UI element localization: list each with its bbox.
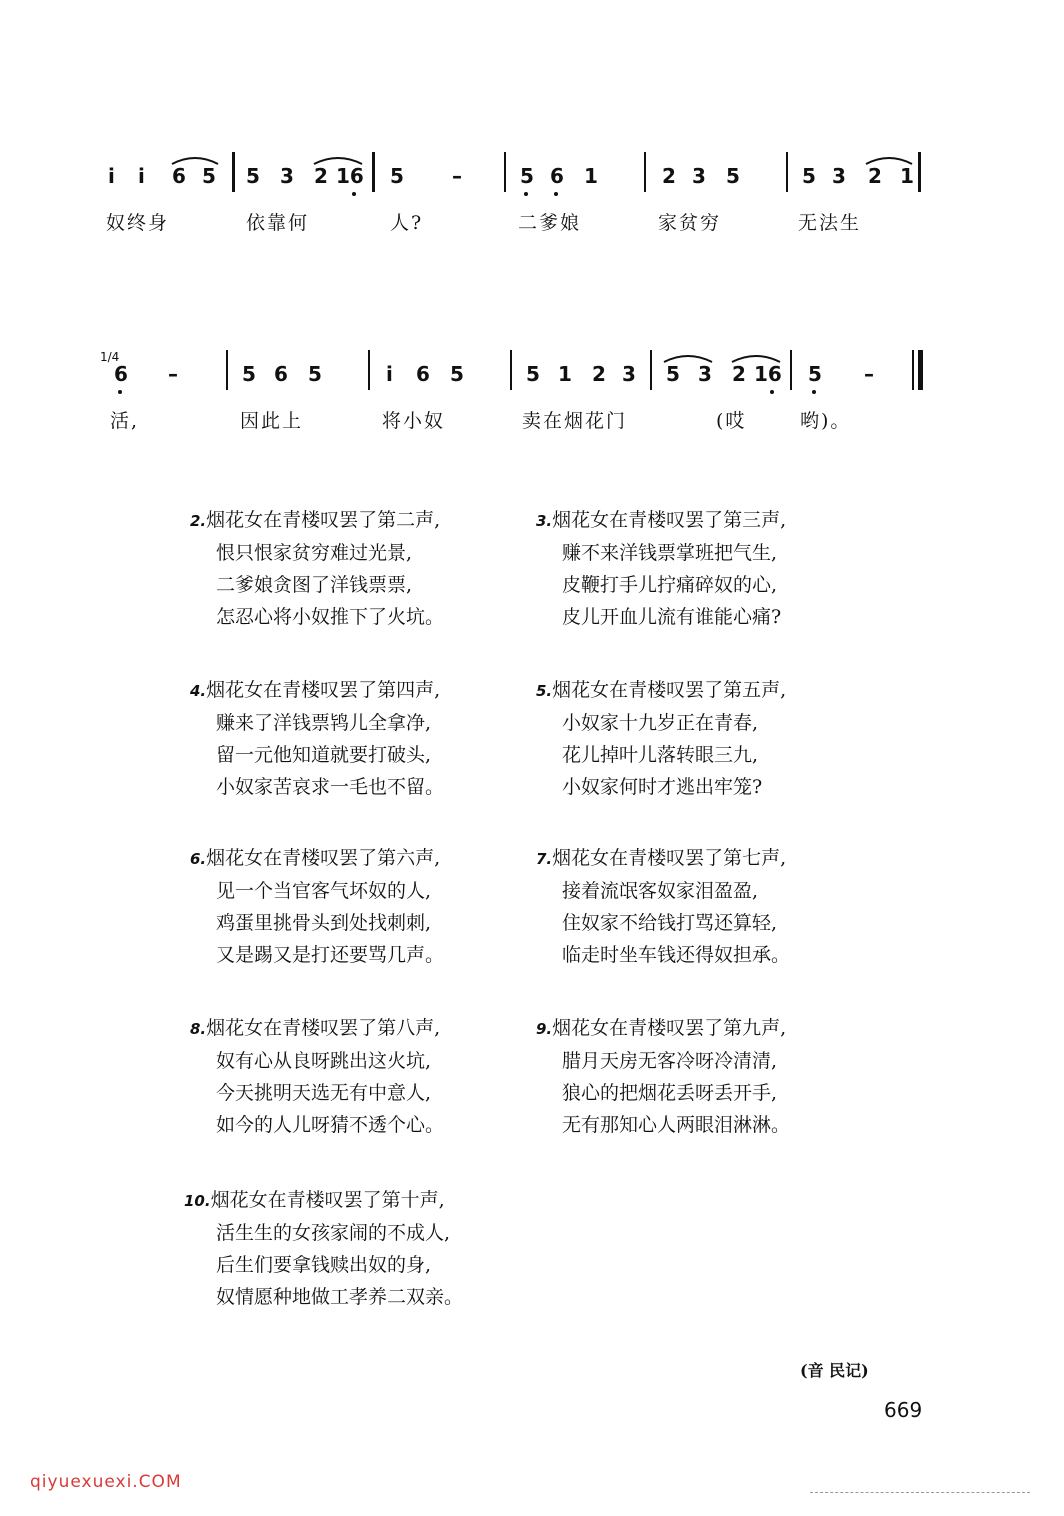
slur	[730, 350, 782, 364]
verse-line: 如今的人儿呀猜不透个心。	[216, 1114, 445, 1136]
verse-line: 烟花女在青楼叹罢了第四声,	[206, 679, 441, 701]
bar-line	[912, 350, 914, 390]
lyric: 哟)。	[800, 410, 852, 432]
note: 5	[808, 362, 822, 386]
note: –	[168, 362, 178, 386]
lyric: 奴终身	[106, 212, 170, 234]
verse-line: 今天挑明天选无有中意人,	[216, 1082, 432, 1104]
note: 5	[390, 164, 404, 188]
lyric: 无法生	[798, 212, 862, 234]
verse-8	[190, 1012, 444, 1141]
lyric: 卖在烟花门	[522, 410, 628, 432]
note: 6	[274, 362, 288, 386]
verse-line: 临走时坐车钱还得奴担承。	[562, 944, 791, 966]
page-number: 669	[884, 1398, 923, 1422]
note: 3	[832, 164, 846, 188]
verse-line: 见一个当官客气坏奴的人,	[216, 880, 432, 902]
verse-line: 烟花女在青楼叹罢了第五声,	[552, 679, 787, 701]
note: 6	[172, 164, 186, 188]
lyric: (哎	[716, 410, 747, 432]
note: 16	[754, 362, 782, 386]
note: 5	[450, 362, 464, 386]
lyric: 人?	[390, 212, 424, 234]
note: 5	[526, 362, 540, 386]
bar-line	[918, 152, 921, 192]
verse-line: 烟花女在青楼叹罢了第七声,	[552, 847, 787, 869]
lyric: 二爹娘	[518, 212, 582, 234]
verse-line: 后生们要拿钱赎出奴的身,	[216, 1254, 432, 1276]
verse-line: 又是踢又是打还要骂几声。	[216, 944, 445, 966]
verse-line: 皮鞭打手儿拧痛碎奴的心,	[562, 574, 778, 596]
dot-below	[352, 192, 356, 196]
bar-line	[510, 350, 512, 390]
note: 5	[246, 164, 260, 188]
verse-line: 接着流氓客奴家泪盈盈,	[562, 880, 759, 902]
bar-line	[504, 152, 506, 192]
note: 5	[308, 362, 322, 386]
verse-number: 6.	[190, 850, 207, 868]
note: i	[386, 362, 393, 386]
dot-below	[524, 192, 528, 196]
verse-9	[536, 1012, 790, 1141]
footer-divider	[810, 1492, 1030, 1494]
lyric: 将小奴	[382, 410, 446, 432]
verse-line: 无有那知心人两眼泪淋淋。	[562, 1114, 791, 1136]
note: 2	[868, 164, 882, 188]
final-bar-line	[918, 350, 923, 390]
note: –	[452, 164, 462, 188]
verse-line: 腊月天房无客冷呀冷清清,	[562, 1050, 778, 1072]
note: 2	[732, 362, 746, 386]
verse-line: 住奴家不给钱打骂还算轻,	[562, 912, 778, 934]
verse-3	[536, 504, 786, 633]
verse-line: 小奴家苦哀求一毛也不留。	[216, 776, 445, 798]
verse-2	[190, 504, 444, 633]
note: 2	[314, 164, 328, 188]
lyric: 家贫穷	[658, 212, 722, 234]
bar-line	[650, 350, 652, 390]
verse-line: 赚来了洋钱票鸨儿全拿净,	[216, 712, 432, 734]
transcriber-credit: (音 民记)	[800, 1361, 869, 1380]
bar-line	[226, 350, 228, 390]
lyric: 依靠何	[246, 212, 310, 234]
note: 3	[698, 362, 712, 386]
verse-number: 10.	[184, 1192, 211, 1210]
note: 3	[622, 362, 636, 386]
dot-below	[118, 390, 122, 394]
site-watermark: qiyuexuexi.COM	[30, 1472, 182, 1492]
verse-number: 7.	[536, 850, 553, 868]
note: 2	[592, 362, 606, 386]
note: 5	[520, 164, 534, 188]
verse-number: 4.	[190, 682, 207, 700]
lyric: 因此上	[240, 410, 304, 432]
note: 6	[416, 362, 430, 386]
staff-system-2	[100, 350, 940, 450]
dot-below	[770, 390, 774, 394]
verse-line: 鸡蛋里挑骨头到处找刺刺,	[216, 912, 432, 934]
verse-number: 3.	[536, 512, 553, 530]
note: 6	[550, 164, 564, 188]
verse-line: 花儿掉叶儿落转眼三九,	[562, 744, 759, 766]
note: 1	[558, 362, 572, 386]
verse-line: 烟花女在青楼叹罢了第六声,	[206, 847, 441, 869]
verse-line: 烟花女在青楼叹罢了第十声,	[210, 1189, 445, 1211]
note: 5	[726, 164, 740, 188]
note: 1	[900, 164, 914, 188]
note: 5	[802, 164, 816, 188]
slur	[312, 152, 364, 166]
note: 3	[280, 164, 294, 188]
verse-line: 赚不来洋钱票掌班把气生,	[562, 542, 778, 564]
bar-line	[368, 350, 370, 390]
verse-line: 狼心的把烟花丢呀丢开手,	[562, 1082, 778, 1104]
note: 16	[336, 164, 364, 188]
note: –	[864, 362, 874, 386]
dot-below	[554, 192, 558, 196]
verse-line: 奴情愿种地做工孝养二双亲。	[216, 1286, 464, 1308]
note: 6	[114, 362, 128, 386]
note: 5	[666, 362, 680, 386]
verse-line: 奴有心从良呀跳出这火坑,	[216, 1050, 432, 1072]
verse-number: 9.	[536, 1020, 553, 1038]
dot-below	[812, 390, 816, 394]
slur	[170, 152, 220, 166]
verse-number: 2.	[190, 512, 207, 530]
bar-line	[644, 152, 646, 192]
verse-line: 怎忍心将小奴推下了火坑。	[216, 606, 445, 628]
time-signature: 1/4	[100, 350, 120, 364]
verse-line: 恨只恨家贫穷难过光景,	[216, 542, 413, 564]
verse-7	[536, 842, 790, 971]
verse-6	[190, 842, 444, 971]
verse-line: 活生生的女孩家闹的不成人,	[216, 1222, 451, 1244]
verse-line: 小奴家何时才逃出牢笼?	[562, 776, 763, 798]
verse-line: 二爹娘贪图了洋钱票票,	[216, 574, 413, 596]
notes-system-1	[100, 152, 940, 202]
verse-number: 8.	[190, 1020, 207, 1038]
verse-line: 烟花女在青楼叹罢了第九声,	[552, 1017, 787, 1039]
verse-4	[190, 674, 444, 803]
verse-line: 留一元他知道就要打破头,	[216, 744, 432, 766]
bar-line	[786, 152, 788, 192]
verse-5	[536, 674, 786, 803]
bar-line	[790, 350, 792, 390]
verse-10	[184, 1184, 463, 1313]
verse-line: 皮儿开血儿流有谁能心痛?	[562, 606, 782, 628]
note: i	[138, 164, 145, 188]
bar-line	[372, 152, 375, 192]
notes-system-2	[100, 350, 940, 400]
verse-line: 烟花女在青楼叹罢了第八声,	[206, 1017, 441, 1039]
verse-line: 烟花女在青楼叹罢了第二声,	[206, 509, 441, 531]
slur	[864, 152, 914, 166]
note: 5	[202, 164, 216, 188]
bar-line	[232, 152, 235, 192]
note: 2	[662, 164, 676, 188]
slur	[662, 350, 714, 364]
note: 1	[584, 164, 598, 188]
verse-line: 烟花女在青楼叹罢了第三声,	[552, 509, 787, 531]
note: 3	[692, 164, 706, 188]
verse-number: 5.	[536, 682, 553, 700]
note: i	[108, 164, 115, 188]
note: 5	[242, 362, 256, 386]
lyric: 活,	[110, 410, 140, 432]
verse-line: 小奴家十九岁正在青春,	[562, 712, 759, 734]
staff-system-1	[100, 152, 940, 252]
